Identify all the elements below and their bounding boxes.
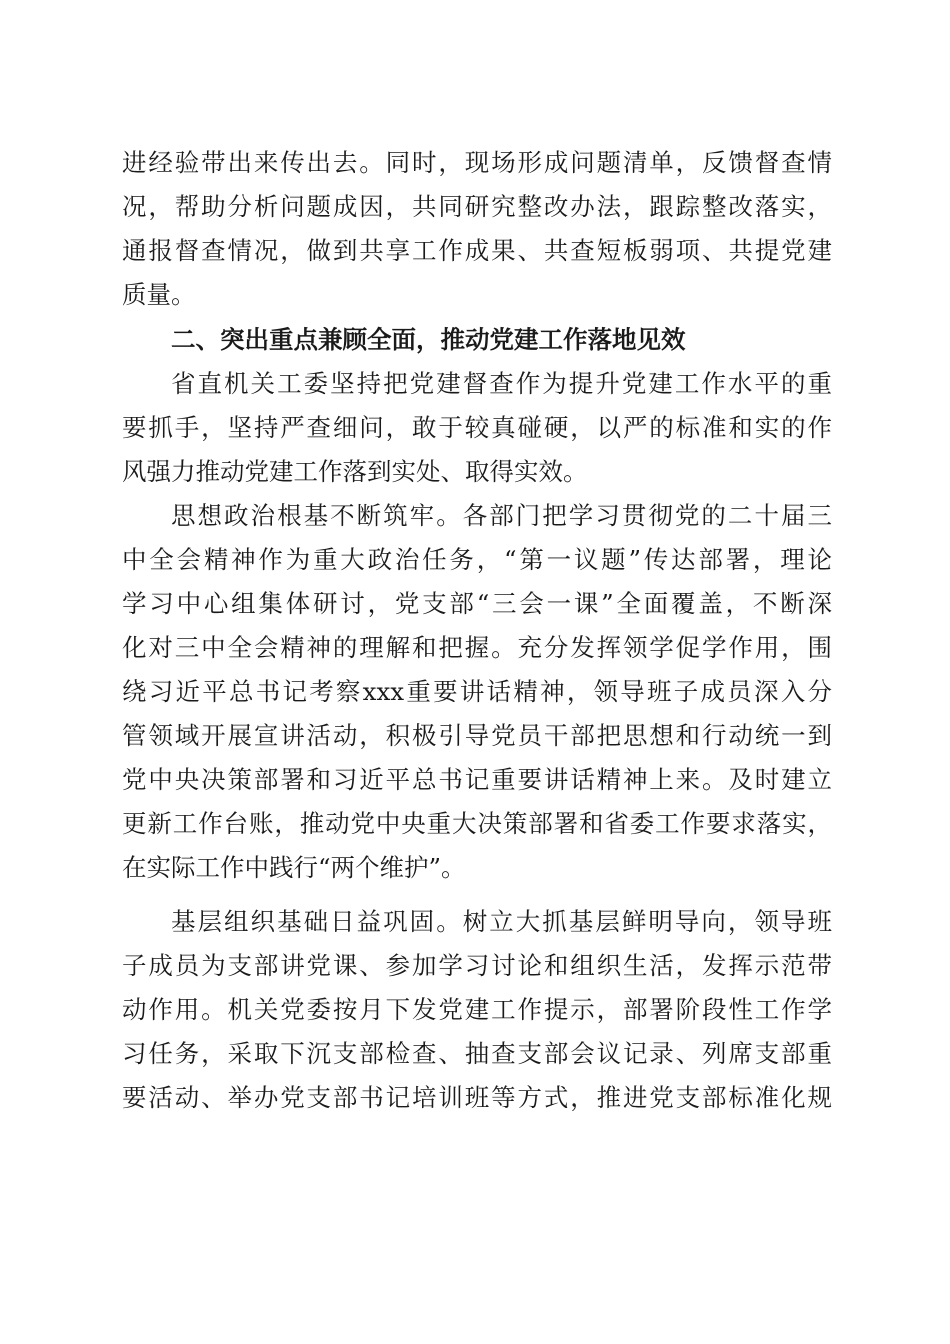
- paragraph-line: 风强力推动党建工作落到实处、取得实效。: [122, 457, 588, 486]
- paragraph-line: 更新工作台账，推动党中央重大决策部署和省委工作要求落实，: [122, 809, 832, 838]
- paragraph-line: 省直机关工委坚持把党建督查作为提升党建工作水平的重: [171, 369, 832, 398]
- paragraph-line: 学习中心组集体研讨，党支部“三会一课”全面覆盖，不断深: [122, 589, 832, 618]
- paragraph-line: 思想政治根基不断筑牢。各部门把学习贯彻党的二十届三: [171, 501, 832, 530]
- paragraph-line: 基层组织基础日益巩固。树立大抓基层鲜明导向，领导班: [171, 907, 832, 936]
- section-heading: 二、突出重点兼顾全面，推动党建工作落地见效: [171, 325, 686, 354]
- paragraph-line: 质量。: [122, 280, 196, 309]
- paragraph-line: 绕习近平总书记考察xxx重要讲话精神，领导班子成员深入分: [122, 677, 832, 706]
- paragraph-line: 通报督查情况，做到共享工作成果、共查短板弱项、共提党建: [122, 236, 832, 265]
- paragraph-line: 党中央决策部署和习近平总书记重要讲话精神上来。及时建立: [122, 765, 832, 794]
- paragraph-line: 习任务，采取下沉支部检查、抽查支部会议记录、列席支部重: [122, 1039, 832, 1068]
- paragraph-line: 在实际工作中践行“两个维护”。: [122, 853, 466, 882]
- paragraph-line: 管领域开展宣讲活动，积极引导党员干部把思想和行动统一到: [122, 721, 832, 750]
- paragraph-line: 动作用。机关党委按月下发党建工作提示，部署阶段性工作学: [122, 995, 832, 1024]
- paragraph-line: 要活动、举办党支部书记培训班等方式，推进党支部标准化规: [122, 1083, 832, 1112]
- paragraph-line: 况，帮助分析问题成因，共同研究整改办法，跟踪整改落实，: [122, 192, 832, 221]
- paragraph-line: 子成员为支部讲党课、参加学习讨论和组织生活，发挥示范带: [122, 951, 832, 980]
- paragraph-line: 中全会精神作为重大政治任务，“第一议题”传达部署，理论: [122, 545, 832, 574]
- paragraph-line: 进经验带出来传出去。同时，现场形成问题清单，反馈督查情: [122, 148, 832, 177]
- paragraph-line: 化对三中全会精神的理解和把握。充分发挥领学促学作用，围: [122, 633, 832, 662]
- paragraph-line: 要抓手，坚持严查细问，敢于较真碰硬，以严的标准和实的作: [122, 413, 832, 442]
